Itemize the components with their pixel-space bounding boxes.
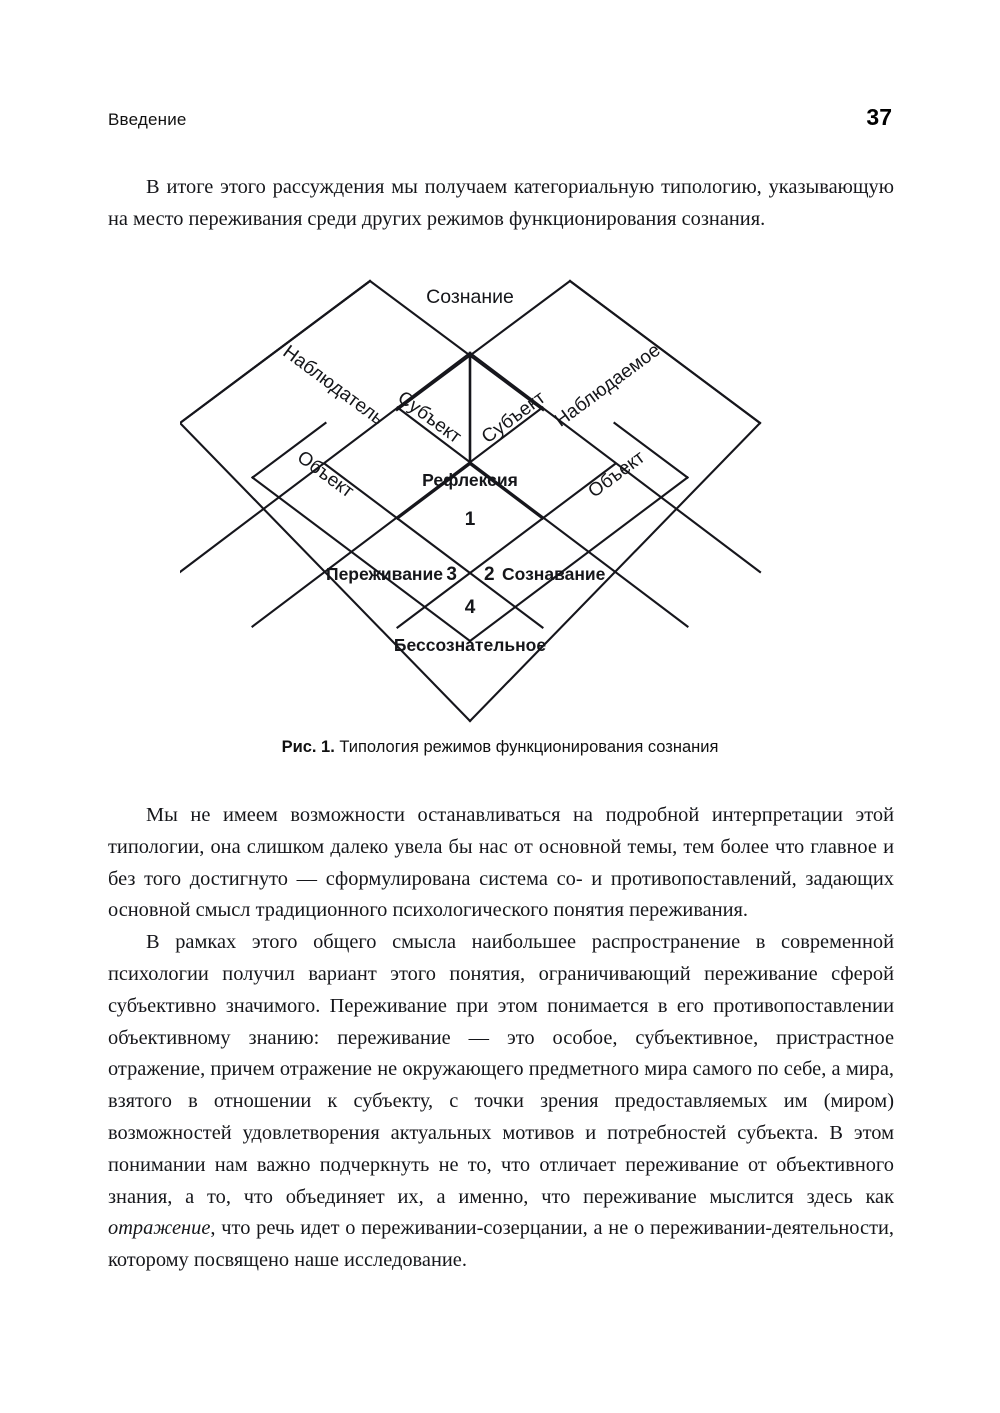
diagram-quadrant-awareness-label: Сознавание [502, 564, 606, 584]
running-head-chapter: Введение [108, 110, 187, 129]
diagram-left-object-label: Объект [293, 446, 358, 503]
diagram-quadrant-experience-label: Переживание [326, 564, 443, 584]
diagram-left-axis-label: Наблюдатель [278, 341, 388, 430]
paragraph-2-italic: отражение [108, 1217, 211, 1240]
diagram-quadrant-reflection-label: Рефлексия [422, 470, 518, 490]
paragraph-intro: В итоге этого рассуждения мы получаем категориальную типологию, указывающую на место переживания среди других режимов функционирования сознания. [108, 176, 894, 230]
diagram-right-subject-label: Субъект [477, 387, 550, 448]
diagram-left-subject-label: Субъект [393, 387, 466, 448]
intro-text-block [108, 172, 894, 236]
diagram-right-object-label: Объект [584, 446, 649, 503]
figure-caption [0, 738, 1000, 757]
page-number: 37 [866, 104, 892, 130]
diagram-quadrant-unconscious-number: 4 [464, 597, 476, 618]
paragraph-1: Мы не имеем возможности останавливаться на подробной интерпретации этой типологии, она слишком далеко увела бы нас от основной темы, тем более что главное и без того достигнуто — сформулирована система со- и противопоставлений, задающих основной смысл традиционного психологического понятия переживания. [108, 804, 894, 922]
diagram-right-axis-label: Наблюдаемое [550, 339, 665, 432]
paragraph-2-part1: В рамках этого общего смысла наибольшее распространение в современной психологии получил вариант этого понятия, ограничивающий переживание сферой субъективно значимого. Переживание при этом понимается в его противопоставлении объективному знанию: переживание — это особое, субъективное, пристрастное отражение, причем отражение не окружающего предметного мира самого по себе, а мира, взятого в отношении к субъекту, с точки зрения предоставляемых им (миром) возможностей удовлетворения актуальных мотивов и потребностей субъекта. В этом понимании нам важно подчеркнуть не то, что отличает переживание от объективного знания, а то, что объединяет их, а именно, что переживание мыслится здесь как [108, 931, 894, 1208]
figure-1 [0, 262, 1000, 732]
diagram-quadrant-unconscious-label: Бессознательное [393, 635, 547, 655]
main-text-block [108, 800, 894, 1277]
diagram-quadrant-experience-number: 3 [446, 564, 457, 585]
diagram-quadrant-reflection-number: 1 [464, 509, 476, 530]
diagram-apex-label: Сознание [426, 286, 514, 308]
typology-diagram [180, 262, 820, 732]
diagram-quadrant-awareness-number: 2 [484, 564, 495, 585]
running-head [108, 104, 892, 131]
paragraph-2 [108, 927, 894, 1277]
paragraph-2-part2: , что речь идет о переживании-созерцании, а не о переживании-деятельности, которому посвящено наше исследование. [108, 1217, 894, 1272]
figure-caption-number: Рис. 1. [281, 738, 335, 756]
figure-caption-text: Типология режимов функционирования сознания [334, 738, 719, 756]
